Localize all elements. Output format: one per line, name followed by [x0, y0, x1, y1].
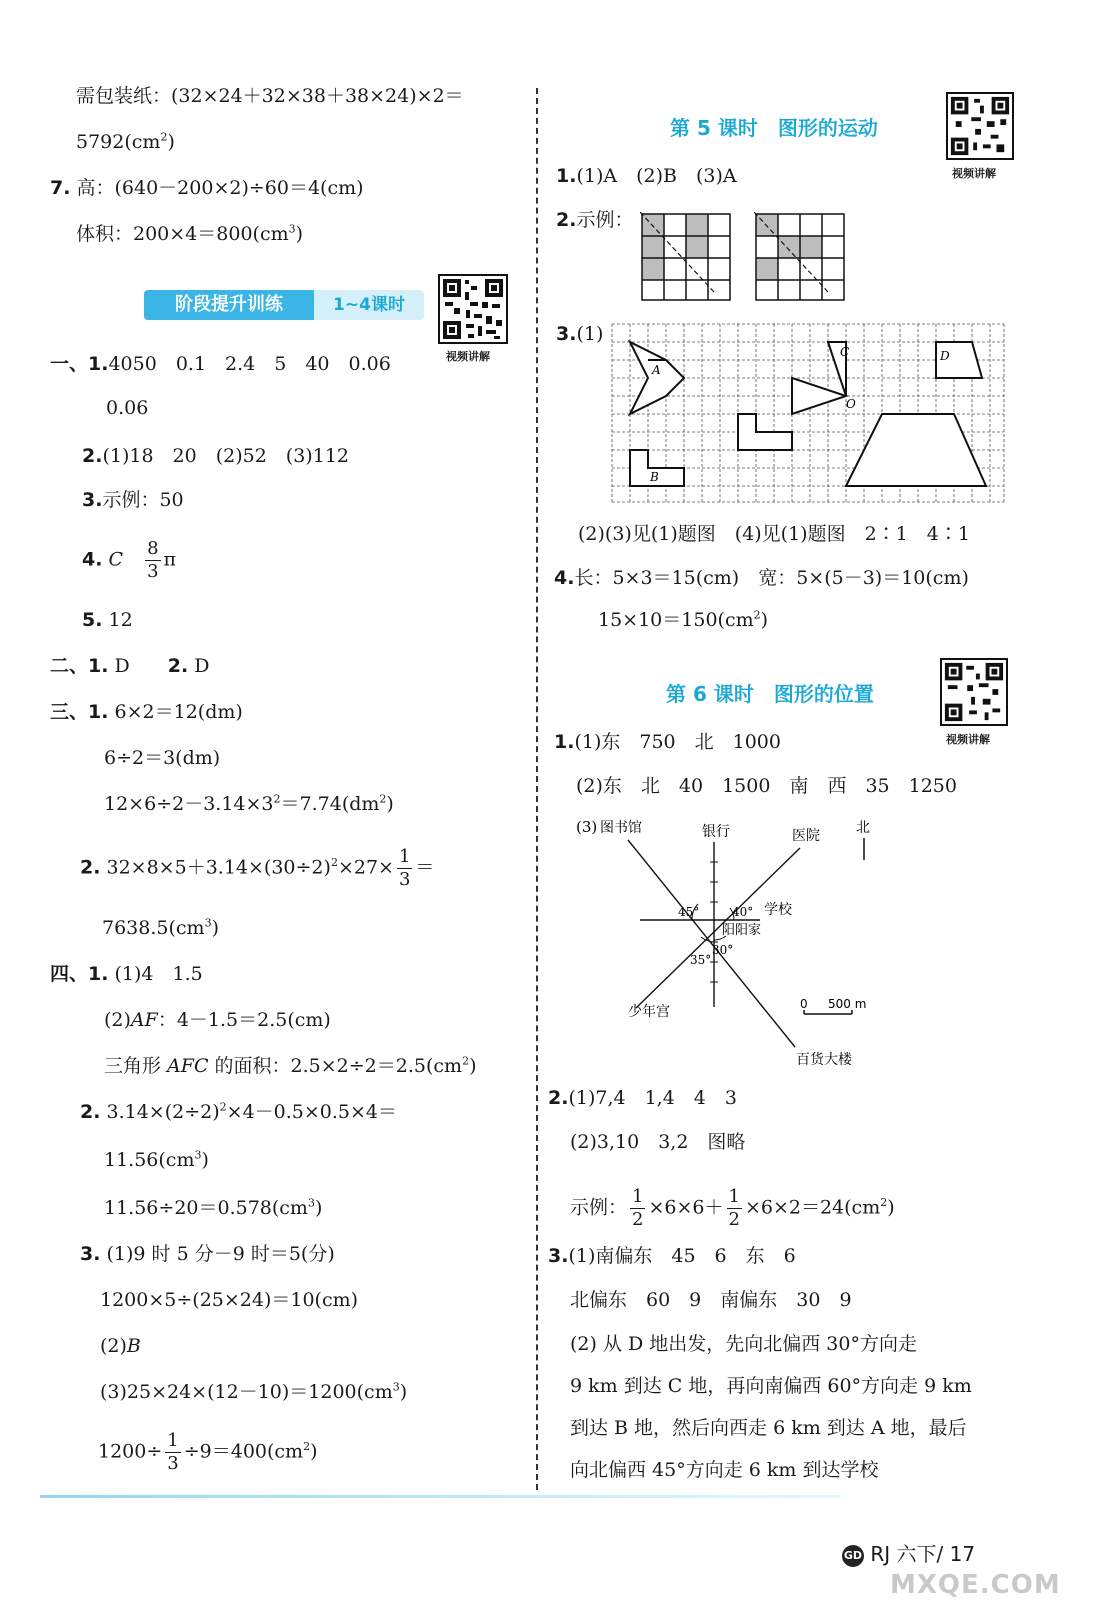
watermark: MXQE.COM [890, 1570, 1061, 1600]
r-q3b: (2)(3)见(1)题图 (4)见(1)题图 2∶1 4∶1 [578, 523, 970, 545]
r-q4b: $15\times 10=150(cm^2)$ [598, 608, 769, 631]
p-q3e: 到达 B 地，然后向西走 6 km 到达 A 地，最后 [570, 1417, 967, 1439]
p-q2a: 2.(1)7,4 1,4 4 3 [548, 1087, 737, 1109]
packaging-line: 需包装纸：(32×24＋32×38＋38×24)×2＝ [76, 85, 464, 107]
column-divider [536, 88, 538, 1490]
s3-q1a: 三、1. 6×2＝12(dm) [50, 701, 243, 723]
s4-q2c: $11.56\div 20=0.578(cm^3)$ [104, 1196, 323, 1219]
s1-q5: 5. 12 [82, 609, 133, 631]
s1-q1: 一、1.4050 0.1 2.4 5 40 0.06 [50, 353, 391, 375]
s4-q1a: 四、1. (1)4 1.5 [50, 963, 203, 985]
map-school: 学校 [764, 902, 792, 918]
scale-500: 500 m [828, 997, 867, 1011]
footer-rule [40, 1495, 840, 1498]
map-bank: 银行 [702, 824, 730, 840]
map-north: 北 [856, 820, 870, 836]
position-map [560, 812, 890, 1074]
s3-q2b: $7638.5(cm^3)$ [102, 916, 219, 939]
q7-volume: 体积：$200\times 4=800(cm^3)$ [76, 222, 304, 245]
map-hospital: 医院 [792, 828, 820, 844]
s4-q1c: 三角形 AFC 的面积：$2.5\times 2\div 2=2.5(cm^2)$ [104, 1054, 477, 1077]
page-footer [842, 1538, 975, 1567]
p-q1b: (2)东 北 40 1500 南 西 35 1250 [576, 775, 957, 797]
grid-label-d: D [940, 349, 950, 363]
angle-35: 35° [690, 953, 712, 967]
p-q3f: 向北偏西 45°方向走 6 km 到达学校 [570, 1459, 879, 1481]
symmetry-grid-1 [640, 212, 732, 302]
map-library: 图书馆 [600, 820, 642, 836]
p-q3c: (2) 从 D 地出发，先向北偏西 30°方向走 [570, 1333, 917, 1355]
r-q3: 3.(1) [556, 323, 604, 345]
s4-q1b: (2)AF：4－1.5＝2.5(cm) [104, 1009, 331, 1031]
s1-q3: 3.示例：50 [82, 489, 184, 511]
stage-range: 1~4课时 [314, 290, 424, 320]
s1-q1-cont: 0.06 [106, 397, 149, 419]
section-6-title: 第 6 课时 图形的位置 [666, 682, 874, 706]
symmetry-grid-2 [754, 212, 846, 302]
qr-caption: 视频讲解 [446, 350, 490, 363]
s3-q1b: 6÷2＝3(dm) [104, 747, 221, 769]
grid-label-a: A [652, 363, 661, 377]
qr-caption: 视频讲解 [952, 167, 996, 180]
s2: 二、1. D 2. D [50, 655, 210, 677]
r-q2: 2.示例： [556, 209, 634, 231]
s1-q4: 4. C $\frac{8}{3}$ π [82, 538, 177, 582]
p-q1a: 1.(1)东 750 北 1000 [554, 731, 781, 753]
section-5-title: 第 5 课时 图形的运动 [670, 116, 878, 140]
packaging-result: $5792(cm^2)$ [76, 130, 175, 153]
p-q3b: 北偏东 60 9 南偏东 30 9 [570, 1289, 852, 1311]
angle-40: 40° [732, 905, 754, 919]
stage-training-banner [144, 290, 424, 320]
s4-q2b: $11.56(cm^3)$ [104, 1148, 209, 1171]
grid-label-b: B [650, 470, 659, 484]
p-q2c: 示例： $\frac{1}{2}$ ×6×6＋ $\frac{1}{2}$ $\times 6\times 2=24(cm^2)$ [570, 1186, 895, 1230]
scale-zero: 0 [800, 997, 808, 1011]
s4-q3e: 1200÷ $\frac{1}{3}$ $\div 9=400(cm^2)$ [98, 1430, 318, 1474]
stage-title: 阶段提升训练 [144, 290, 314, 320]
p-q2b: (2)3,10 3,2 图略 [570, 1131, 746, 1153]
page-number: RJ 六下/ 17 [870, 1542, 976, 1566]
map-youth-palace: 少年宫 [628, 1004, 670, 1020]
angle-30: 30° [712, 943, 734, 957]
s4-q3c: (2)B [100, 1335, 141, 1357]
qr-code-icon[interactable] [946, 92, 1014, 160]
map-department-store: 百货大楼 [796, 1052, 852, 1068]
qr-code-icon[interactable] [940, 658, 1008, 726]
map-home: 阳阳家 [722, 923, 762, 938]
s3-q2a: 2. $32\times 8\times 5+3.14\times(30\div 2)^2\times 27\times$ $\frac{1}{3}$ ＝ [80, 846, 435, 890]
s4-q3a: 3. (1)9 时 5 分－9 时＝5(分) [80, 1243, 335, 1265]
grid-label-o: O [846, 397, 856, 411]
angle-45: 45° [678, 905, 700, 919]
s1-q2: 2.(1)18 20 (2)52 (3)112 [82, 445, 349, 467]
r-q4a: 4.长：5×3＝15(cm) 宽：5×(5－3)＝10(cm) [554, 567, 969, 589]
s4-q3b: 1200×5÷(25×24)＝10(cm) [100, 1289, 359, 1311]
qr-code-icon[interactable] [438, 274, 508, 344]
p-q3d: 9 km 到达 C 地，再向南偏西 60°方向走 9 km [570, 1375, 972, 1397]
q7-height: 7. 高：(640－200×2)÷60＝4(cm) [50, 177, 364, 199]
p-q3a: 3.(1)南偏东 45 6 东 6 [548, 1245, 796, 1267]
qr-caption: 视频讲解 [946, 733, 990, 746]
s4-q3d: $(3)25\times 24\times(12-10)=1200(cm^3)$ [100, 1380, 408, 1403]
r-q1: 1.(1)A (2)B (3)A [556, 165, 737, 187]
s4-q2a: 2. $3.14\times(2\div 2)^2\times 4-0.5\times 0.5\times 4=$ [80, 1100, 398, 1123]
map-q-label: (3) [576, 818, 598, 836]
gd-badge-icon: GD [842, 1545, 864, 1567]
grid-label-c: C [840, 345, 850, 359]
s3-q1c: $12\times 6\div 2-3.14\times 3^2=7.74(dm^2)$ [104, 792, 394, 815]
transformation-grid [610, 322, 1006, 504]
